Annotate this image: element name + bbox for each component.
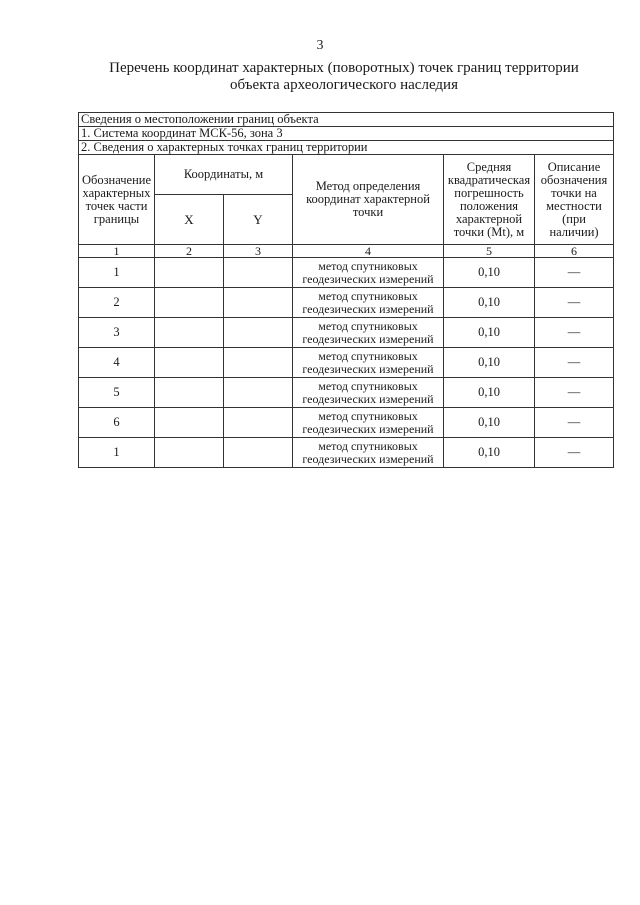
cell-y (224, 348, 293, 378)
header-error: Средняя квадратическая погрешность положения характерной точки (Mt), м (444, 155, 535, 245)
cell-error: 0,10 (444, 408, 535, 438)
column-number: 4 (293, 245, 444, 258)
cell-x (155, 318, 224, 348)
table-row (79, 438, 614, 468)
header-coordinates: Координаты, м (155, 155, 293, 195)
info-row-points (79, 141, 614, 155)
title-line-1: Перечень координат характерных (поворотных) точек границ территории (109, 60, 579, 76)
cell-point: 5 (79, 378, 155, 408)
column-numbers-row (79, 245, 614, 258)
cell-y (224, 378, 293, 408)
coordinates-table (78, 112, 614, 468)
cell-x (155, 378, 224, 408)
cell-x (155, 258, 224, 288)
table-row (79, 408, 614, 438)
page-number: 3 (316, 38, 324, 53)
cell-x (155, 438, 224, 468)
cell-point: 3 (79, 318, 155, 348)
cell-description: — (535, 408, 614, 438)
document-title (90, 60, 598, 94)
column-number: 3 (224, 245, 293, 258)
cell-description: — (535, 348, 614, 378)
header-y: Y (224, 195, 293, 245)
table-row (79, 348, 614, 378)
info-row-coordinate-system (79, 127, 614, 141)
header-row-1 (79, 155, 614, 195)
column-number: 2 (155, 245, 224, 258)
cell-method: метод спутниковых геодезических измерений (293, 288, 444, 318)
header-designation: Обозначение характерных точек части границы (79, 155, 155, 245)
cell-method: метод спутниковых геодезических измерений (293, 408, 444, 438)
cell-y (224, 288, 293, 318)
info-location: Сведения о местоположении границ объекта (79, 113, 614, 127)
cell-method: метод спутниковых геодезических измерений (293, 258, 444, 288)
cell-method: метод спутниковых геодезических измерений (293, 378, 444, 408)
cell-y (224, 438, 293, 468)
cell-description: — (535, 438, 614, 468)
cell-y (224, 408, 293, 438)
info-row-location (79, 113, 614, 127)
header-method: Метод определения координат характерной точки (293, 155, 444, 245)
cell-y (224, 258, 293, 288)
cell-description: — (535, 258, 614, 288)
cell-method: метод спутниковых геодезических измерений (293, 348, 444, 378)
cell-error: 0,10 (444, 438, 535, 468)
column-number: 5 (444, 245, 535, 258)
cell-x (155, 288, 224, 318)
column-number: 6 (535, 245, 614, 258)
header-description: Описание обозначения точки на местности (при наличии) (535, 155, 614, 245)
cell-error: 0,10 (444, 318, 535, 348)
cell-x (155, 408, 224, 438)
info-coordinate-system: 1. Система координат МСК-56, зона 3 (79, 127, 614, 141)
cell-point: 1 (79, 438, 155, 468)
cell-x (155, 348, 224, 378)
cell-method: метод спутниковых геодезических измерений (293, 318, 444, 348)
table-row (79, 318, 614, 348)
cell-point: 6 (79, 408, 155, 438)
column-number: 1 (79, 245, 155, 258)
table-row (79, 378, 614, 408)
cell-description: — (535, 288, 614, 318)
header-x: X (155, 195, 224, 245)
cell-error: 0,10 (444, 288, 535, 318)
cell-method: метод спутниковых геодезических измерений (293, 438, 444, 468)
info-points: 2. Сведения о характерных точках границ территории (79, 141, 614, 155)
cell-error: 0,10 (444, 378, 535, 408)
cell-point: 2 (79, 288, 155, 318)
cell-description: — (535, 378, 614, 408)
cell-y (224, 318, 293, 348)
cell-point: 4 (79, 348, 155, 378)
cell-error: 0,10 (444, 348, 535, 378)
table-row (79, 258, 614, 288)
cell-point: 1 (79, 258, 155, 288)
cell-description: — (535, 318, 614, 348)
cell-error: 0,10 (444, 258, 535, 288)
title-line-2: объекта археологического наследия (230, 77, 458, 93)
table-row (79, 288, 614, 318)
